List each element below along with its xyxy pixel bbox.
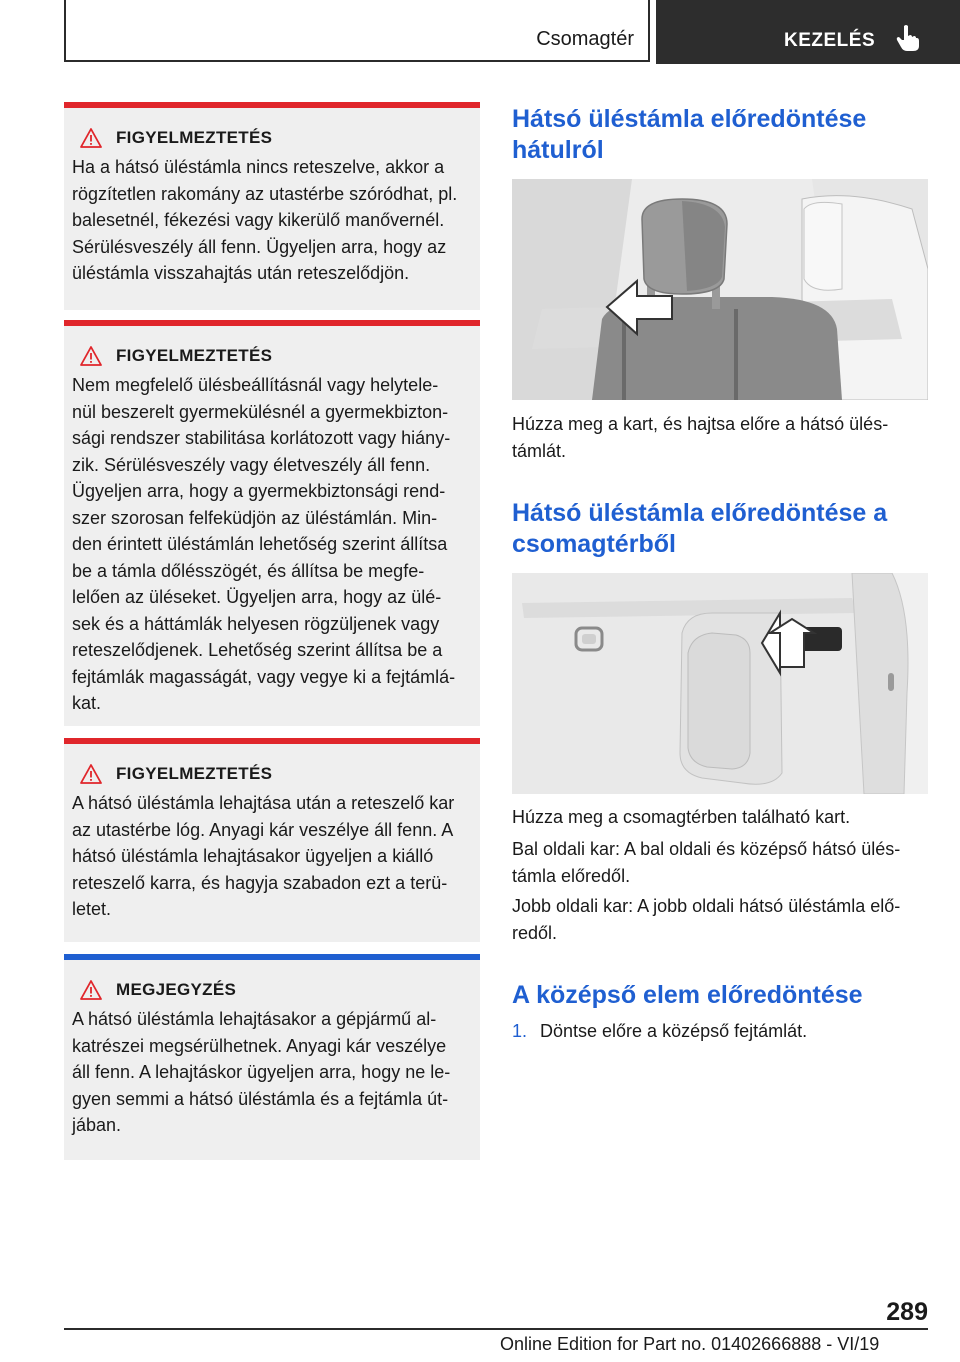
note-text: A hátsó üléstámla lehajtásakor a gépjármű al- katrészei megsérülhetnek. Anyagi kár veszélye áll fenn. A lehajtáskor ügyeljen arra, hogy ne le- gyen semmi a hátsó üléstámla és a fejtámla út- jában. [72,1009,451,1135]
section-heading-rear: Hátsó üléstámla előredöntése hátulról [512,105,867,164]
warning-text: Nem megfelelő ülésbeállításnál vagy helytele- nül beszerelt gyermekülésnél a gyermekbizton- sági rendszer stabilitása korlátozott vagy hiány- zik. Sérülésveszély vagy életveszély áll fenn. Ügyeljen arra, hogy a gyermekbiztonsági rend- szer szorosan felfeküdjön az üléstámlán. Min- den érintett üléstámlán lehetőség szerint állítsa be a támla dőlésszögét, és állítsa be megfe- lelően az üléseket. Ügyeljen arra, hogy az ülé- sek és a háttámlák helyesen rögzüljenek vagy reteszelődjenek. Lehetőség szerint állítsa be a fejtámlák magasságát, vagy vegye ki a fejtámlá- kat. [72,375,456,713]
step-text: Döntse előre a középső fejtámlát. [540,1021,808,1041]
warning-title: FIGYELMEZTETÉS [116,128,273,147]
header-chapter-box [656,0,960,64]
header-chapter-title: KEZELÉS [784,30,876,51]
footer-edition: Online Edition for Part no. 01402666888 - VI/19 [500,1334,880,1354]
instruction-left-lever: Bal oldali kar: A bal oldali és középső hátsó ülés- támla előredől. [512,839,901,886]
footer-divider [64,1328,928,1330]
warning-text: Ha a hátsó üléstámla nincs reteszelve, akkor a rögzítetlen rakomány az utastérbe szóródhat, pl. balesetnél, fékezési vagy kikerülő manővernél. Sérülésveszély áll fenn. Ügyeljen arra, hogy az üléstámla visszahajtás után reteszelődjön. [72,157,458,283]
note-title: MEGJEGYZÉS [116,980,237,999]
warning-box-3 [64,738,480,942]
warning-title: FIGYELMEZTETÉS [116,346,273,365]
trunk-lever-illustration [512,573,928,794]
instruction-trunk: Húzza meg a csomagtérben található kart. [512,807,851,827]
section-heading-middle: A középső elem előredöntése [512,981,863,1009]
instruction-right-lever: Jobb oldali kar: A jobb oldali hátsó üléstámla elő- redől. [512,896,901,943]
header-section-box [64,0,650,62]
instruction-rear: Húzza meg a kart, és hajtsa előre a hátsó ülés- támlát. [512,414,889,461]
warning-title: FIGYELMEZTETÉS [116,764,273,783]
section-heading-trunk: Hátsó üléstámla előredöntése a csomagtérből [512,499,888,558]
header-section-title: Csomagtér [536,28,634,50]
note-box [64,954,480,1160]
rear-seat-lever-illustration [512,179,928,400]
warning-triangle-icon [80,346,102,366]
warning-triangle-icon [80,128,102,148]
step-number: 1. [512,1021,528,1041]
warning-box-2 [64,320,480,726]
warning-triangle-icon [80,764,102,784]
page-number: 289 [886,1298,928,1326]
warning-box-1 [64,102,480,310]
warning-text: A hátsó üléstámla lehajtása után a reteszelő kar az utastérbe lóg. Anyagi kár veszélye áll fenn. A hátsó üléstámla lehajtásakor ügyeljen a kiálló reteszelő karra, és hagyja szabadon ezt a terü- letet. [72,793,455,919]
step-1 [512,1018,928,1045]
pointing-hand-icon [896,24,920,52]
warning-triangle-icon [80,980,102,1000]
